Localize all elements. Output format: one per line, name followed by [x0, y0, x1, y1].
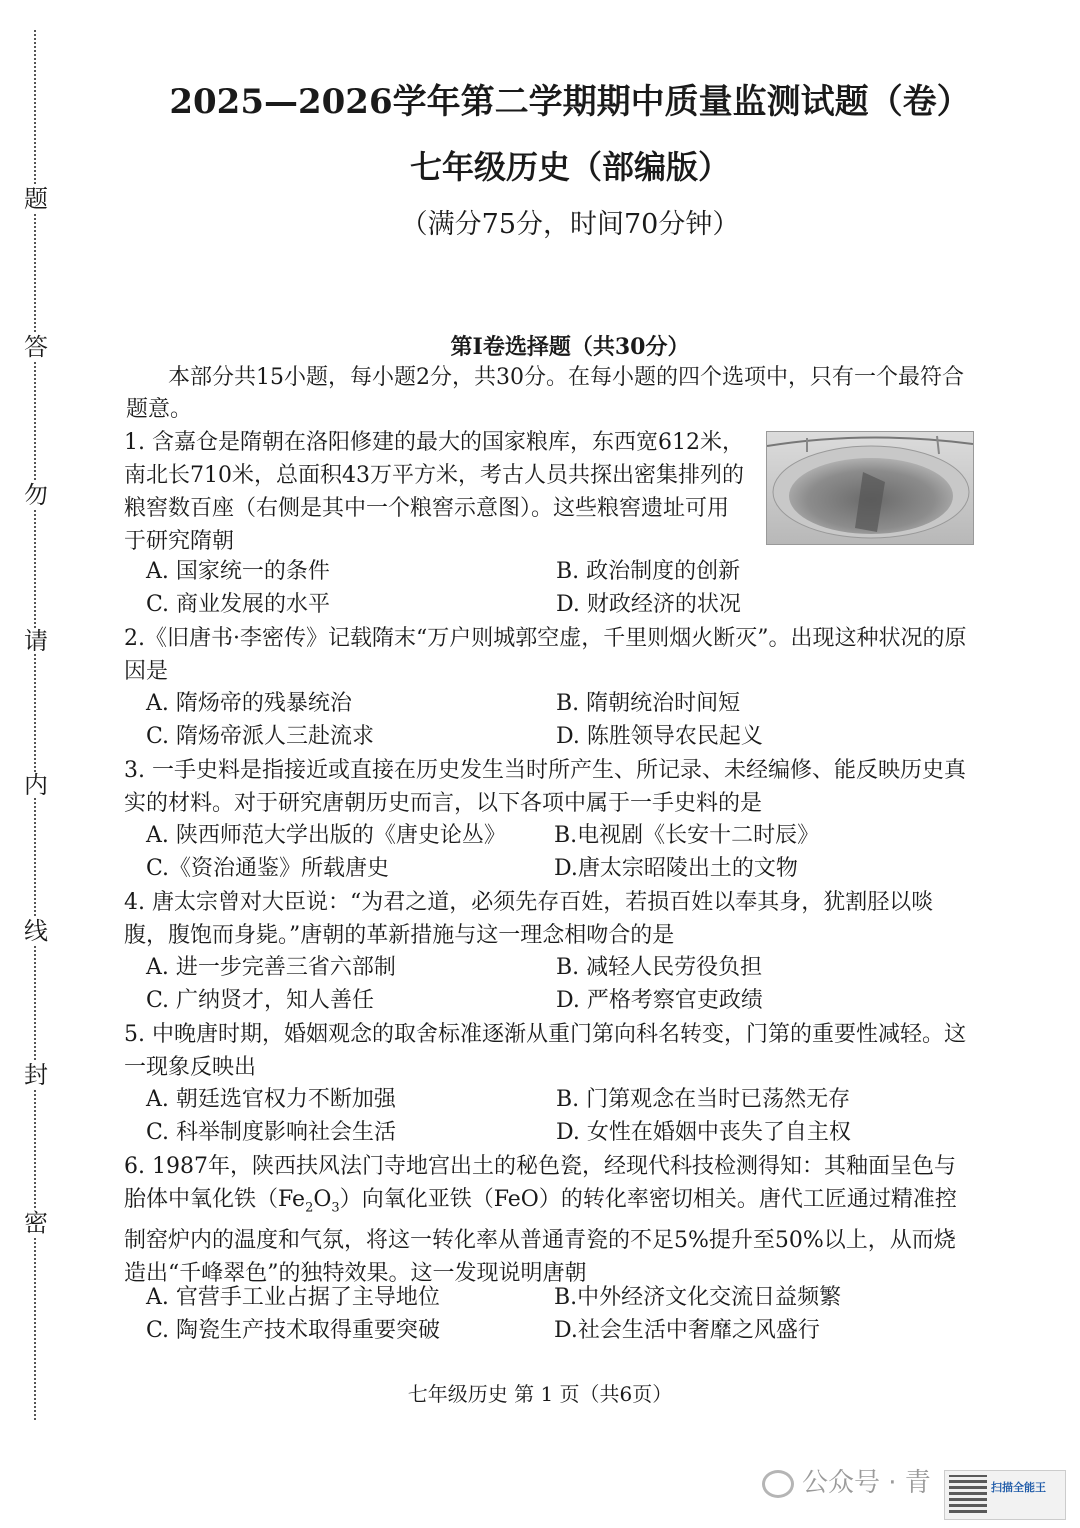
q3-option-b: B.电视剧《长安十二时辰》 — [554, 823, 820, 848]
binding-char: 勿 — [24, 481, 48, 509]
scanner-badge-label: 扫描全能王 — [991, 1481, 1046, 1494]
q4-option-a: A. 进一步完善三省六部制 — [146, 955, 396, 980]
question-3-stem: 3. 一手史料是指接近或直接在历史发生当时所产生、所记录、未经编修、能反映历史真实的材料。对于研究唐朝历史而言，以下各项中属于一手史料的是 — [124, 758, 966, 816]
exam-title: 2025—2026学年第二学期期中质量监测试题（卷） — [169, 82, 971, 122]
section-intro: 本部分共15小题，每小题2分，共30分。在每小题的四个选项中，只有一个最符合题意。 — [126, 365, 964, 422]
q4-option-d: D. 严格考察官吏政绩 — [556, 988, 763, 1013]
q2-option-d: D. 陈胜领导农民起义 — [556, 724, 763, 749]
scanner-badge — [944, 1470, 1066, 1520]
binding-char: 请 — [24, 627, 48, 655]
q2-option-a: A. 隋炀帝的残暴统治 — [146, 691, 352, 716]
q5-option-c: C. 科举制度影响社会生活 — [146, 1120, 397, 1145]
binding-char: 内 — [24, 771, 48, 799]
binding-char: 题 — [24, 185, 48, 213]
q3-option-d: D.唐太宗昭陵出土的文物 — [554, 856, 798, 881]
q6-option-c: C. 陶瓷生产技术取得重要突破 — [146, 1318, 441, 1343]
wechat-watermark: 公众号 · 青 — [762, 1462, 931, 1499]
wechat-icon — [762, 1470, 794, 1498]
q6-option-b: B.中外经济文化交流日益频繁 — [554, 1285, 842, 1310]
question-5-stem: 5. 中晚唐时期，婚姻观念的取舍标准逐渐从重门第向科名转变，门第的重要性减轻。这一现象反映出 — [124, 1022, 966, 1080]
q5-option-a: A. 朝廷选官权力不断加强 — [146, 1087, 396, 1112]
section-heading: 第Ⅰ卷选择题（共30分） — [450, 334, 690, 360]
q5-option-b: B. 门第观念在当时已荡然无存 — [556, 1087, 851, 1112]
q2-option-b: B. 隋朝统治时间短 — [556, 691, 741, 716]
q5-option-d: D. 女性在婚姻中丧失了自主权 — [556, 1120, 851, 1145]
q1-option-b: B. 政治制度的创新 — [556, 559, 741, 584]
question-2-stem: 2.《旧唐书·李密传》记载隋末“万户则城郭空虚，千里则烟火断灭”。出现这种状况的原因是 — [124, 626, 967, 684]
page-footer: 七年级历史 第 1 页（共6页） — [407, 1382, 673, 1406]
q1-option-c: C. 商业发展的水平 — [146, 592, 331, 617]
question-6-stem: 6. 1987年，陕西扶风法门寺地宫出土的秘色瓷，经现代科技检测得知：其釉面呈色与胎体中氧化铁$(Fe_2O_3)$向氧化亚铁（FeO）的转化率密切相关。唐代工匠通过精准控制窑炉内的温度和气氛，将这一转化率从普通青瓷的不足5%提升至50%以上，从而烧造出“千峰翠色”的独特效果。这一发现说明唐朝 — [124, 1154, 957, 1287]
q3-option-a: A. 陕西师范大学出版的《唐史论丛》 — [146, 823, 506, 848]
question-1-stem: 1. 含嘉仓是隋朝在洛阳修建的最大的国家粮库，东西宽612米，南北长710米，总面积43万平方米，考古人员共探出密集排列的粮窖数百座（右侧是其中一个粮窖示意图）。这些粮窖遗址可用于研究隋朝 — [124, 430, 744, 554]
binding-char: 封 — [24, 1061, 48, 1089]
binding-char: 答 — [24, 333, 48, 361]
q4-option-b: B. 减轻人民劳役负担 — [556, 955, 763, 980]
q1-option-d: D. 财政经济的状况 — [556, 592, 741, 617]
binding-char: 线 — [24, 917, 48, 945]
qr-code-icon — [949, 1475, 987, 1513]
q1-option-a: A. 国家统一的条件 — [146, 559, 330, 584]
exam-subtitle: 七年级历史（部编版） — [409, 148, 730, 186]
q2-option-c: C. 隋炀帝派人三赴流求 — [146, 724, 375, 749]
granary-photo — [766, 431, 974, 545]
q4-option-c: C. 广纳贤才，知人善任 — [146, 988, 375, 1013]
q3-option-c: C.《资治通鉴》所载唐史 — [146, 856, 390, 881]
exam-info: （满分75分，时间70分钟） — [400, 209, 740, 240]
q6-option-d: D.社会生活中奢靡之风盛行 — [554, 1318, 820, 1343]
question-4-stem: 4. 唐太宗曾对大臣说：“为君之道，必须先存百姓，若损百姓以奉其身，犹割胫以啖腹，腹饱而身毙。”唐朝的革新措施与这一理念相吻合的是 — [124, 890, 934, 948]
q6-option-a: A. 官营手工业占据了主导地位 — [146, 1285, 440, 1310]
binding-char: 密 — [24, 1209, 48, 1237]
